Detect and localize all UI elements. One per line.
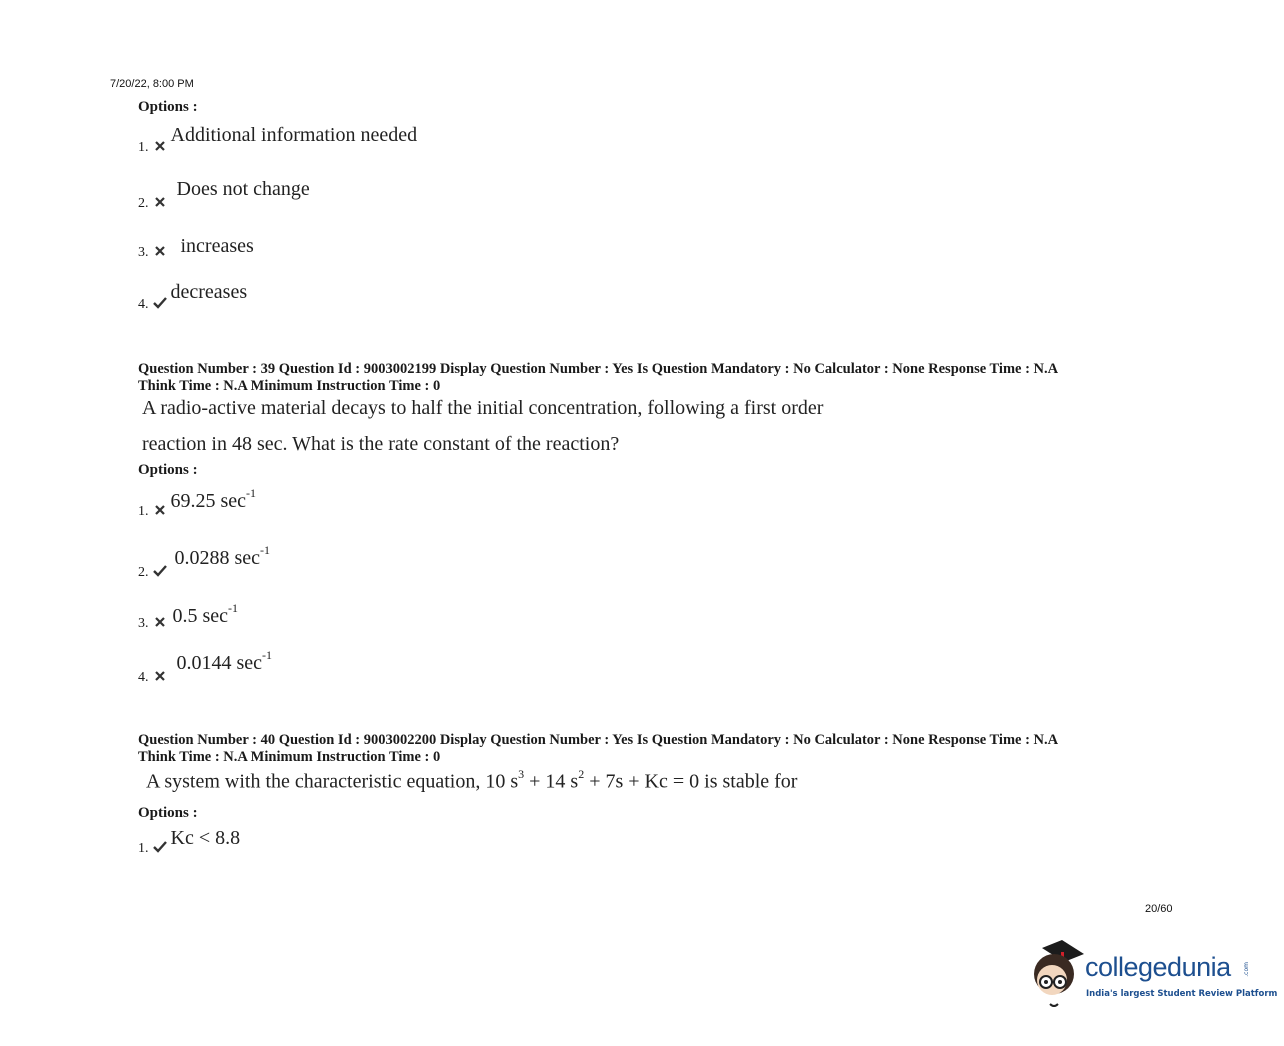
option-text: Does not change	[176, 178, 310, 200]
meta-line-2: Think Time : N.A Minimum Instruction Time : 0	[138, 378, 441, 394]
option-number: 1.	[138, 140, 149, 155]
print-timestamp: 7/20/22, 8:00 PM	[110, 78, 194, 90]
option-1	[138, 124, 418, 155]
meta-line-1: Question Number : 40 Question Id : 9003002200 Display Question Number : Yes Is Question Mandatory : No Calculator : None Response Time : N.A	[138, 732, 1059, 748]
brand-tagline: India's largest Student Review Platform	[1086, 989, 1278, 999]
option-number: 2.	[138, 564, 149, 580]
page-number: 20/60	[1145, 903, 1173, 915]
options-label: Options :	[138, 805, 198, 821]
option-number: 3.	[138, 615, 149, 631]
cross-icon	[153, 668, 167, 683]
option-4	[138, 648, 273, 685]
question-40-meta	[138, 732, 1058, 766]
collegedunia-logo	[1024, 938, 1278, 1010]
option-value: 0.0144 $\sec^{-1}$	[176, 648, 273, 674]
option-number: 2.	[138, 196, 149, 211]
option-text: decreases	[170, 281, 248, 303]
option-1	[138, 827, 241, 856]
cross-icon	[153, 243, 167, 258]
options-label: Options :	[138, 462, 198, 478]
option-2	[138, 178, 310, 211]
option-4	[138, 281, 248, 312]
cross-icon	[153, 614, 167, 629]
brand-name: collegedunia	[1085, 952, 1231, 982]
brand-suffix: .com	[1243, 962, 1250, 977]
cross-icon	[153, 194, 167, 209]
option-2	[138, 543, 271, 580]
option-text: increases	[180, 235, 254, 257]
option-value: 69.25 $\sec^{-1}$	[170, 486, 257, 512]
check-icon	[153, 295, 167, 310]
meta-line-2: Think Time : N.A Minimum Instruction Time : 0	[138, 749, 441, 765]
option-3	[138, 601, 239, 631]
options-label: Options :	[138, 99, 198, 115]
question-39-meta	[138, 361, 1058, 395]
option-number: 1.	[138, 503, 149, 519]
mascot-icon	[1024, 938, 1086, 1010]
option-3	[138, 235, 254, 258]
option-value: 0.5 $\sec^{-1}$	[172, 601, 239, 627]
meta-line-1: Question Number : 39 Question Id : 9003002199 Display Question Number : Yes Is Question Mandatory : No Calculator : None Response Time : N.A	[138, 361, 1059, 377]
option-value: 0.0288 $\sec^{-1}$	[174, 543, 271, 569]
option-text: Kc < 8.8	[170, 827, 241, 849]
option-number: 4.	[138, 297, 149, 312]
question-39-text-line-1: A radio-active material decays to half the initial concentration, following a first order	[142, 397, 824, 419]
option-number: 4.	[138, 669, 149, 685]
option-text: Additional information needed	[170, 124, 418, 146]
check-icon	[153, 563, 167, 578]
option-1	[138, 486, 257, 519]
option-number: 3.	[138, 245, 149, 260]
question-40-text: A system with the characteristic equation, 10 $s^3 + 14$ $s^2 + 7s + Kc = 0$ is stable for	[146, 767, 798, 793]
question-39-text-line-2: reaction in 48 sec. What is the rate constant of the reaction?	[142, 433, 620, 455]
cross-icon	[153, 502, 167, 517]
cross-icon	[153, 138, 167, 153]
option-number: 1.	[138, 841, 149, 856]
check-icon	[153, 839, 167, 854]
